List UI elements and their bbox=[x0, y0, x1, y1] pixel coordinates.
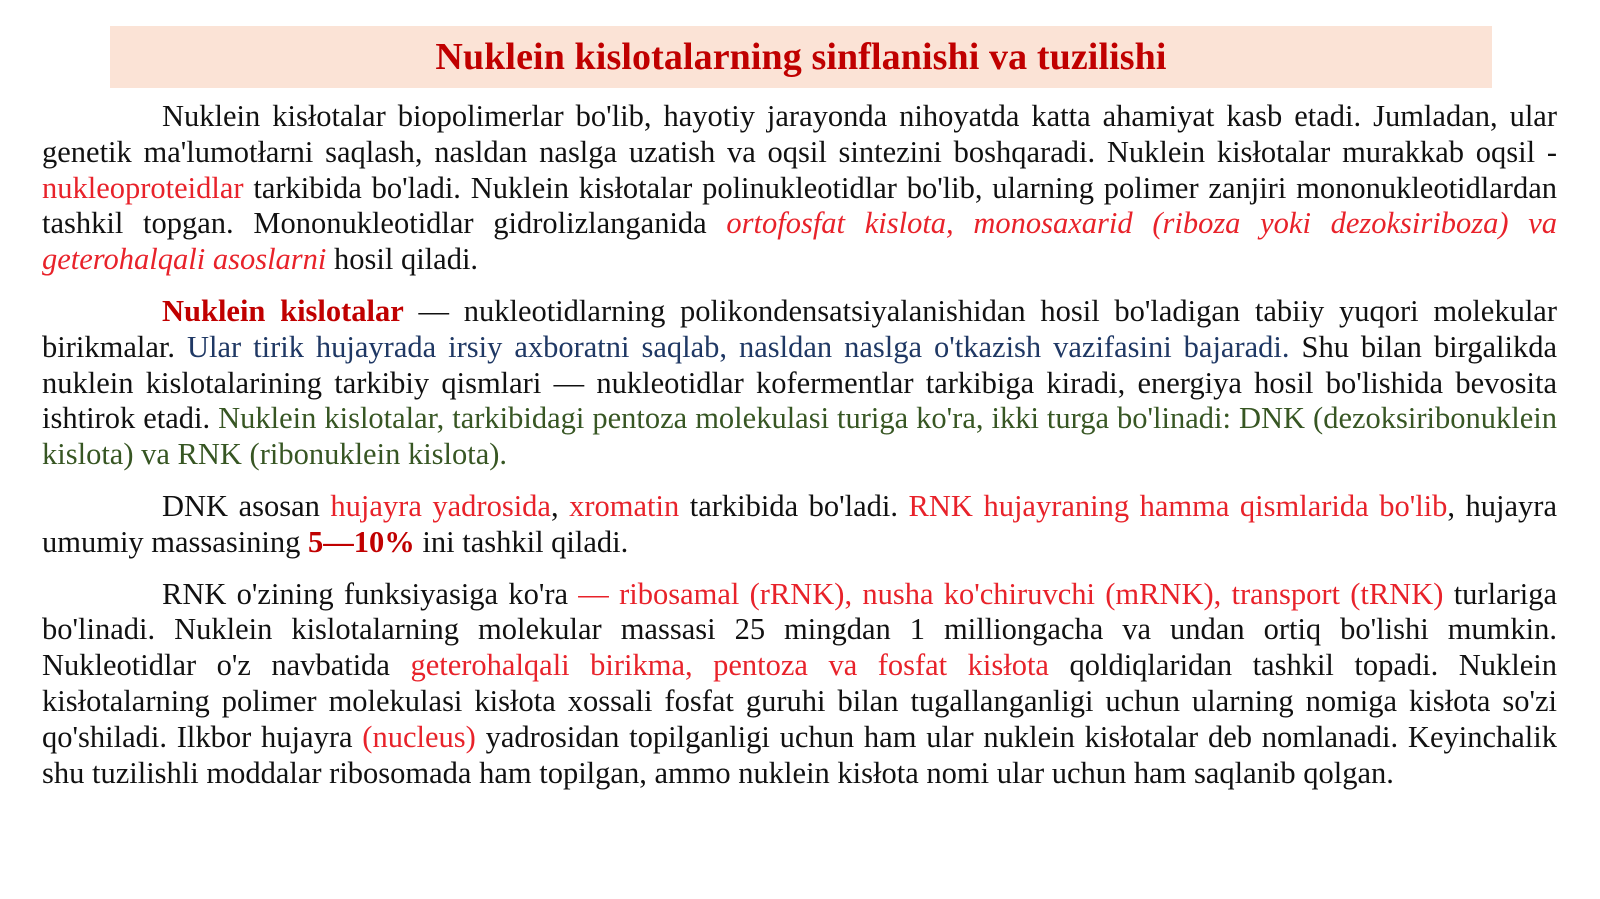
text-segment: hosil qiladi. bbox=[326, 242, 479, 277]
text-segment: yadrosidan topilganligi uchun ham ular nuklein kisłotalar deb nomlanadi. Keyinchalik shu tuzilishli moddalar ribosomada ham topilgan, ammo nuklein kisłota nomi ular uchun ham saqlanib qolgan. bbox=[42, 719, 1557, 790]
highlight-sentence: Ular tirik hujayrada irsiy axboratni saqlab, nasldan naslga o'tkazish vazifasini bajaradi. bbox=[186, 329, 1290, 364]
text-segment: — nukleotidlarning polikondensatsiyalanishidan hosil bo'ladigan tabiiy yuqori molekular birikmalar. bbox=[42, 293, 1557, 364]
slide-title: Nuklein kislotalarning sinflanishi va tuzilishi bbox=[435, 36, 1167, 78]
paragraph-4 bbox=[42, 577, 1557, 792]
text-segment: turlariga bo'linadi. Nuklein kislotalarning molekular massasi 25 mingdan 1 milliongacha va undan ortiq bo'lishi mumkin. Nukleotidlar o'z navbatida bbox=[42, 576, 1557, 683]
highlight-sentence: Nuklein kislotalar, tarkibidagi pentoza molekulasi turiga ko'ra, ikki turga bo'linadi: DNK (dezoksiribonuklein kislota) va RNK (ribonuklein kislota). bbox=[42, 401, 1557, 472]
text-segment: tarkibida bo'ladi. Nuklein kisłotalar polinukleotidlar bo'lib, ularning polimer zanjiri mononukleotidlardan tashkil topgan. Mononukleotidlar gidrolizlanganida bbox=[42, 170, 1557, 241]
text-segment: , bbox=[550, 488, 570, 523]
highlight-term: (nucleus) bbox=[362, 719, 476, 754]
paragraph-1 bbox=[42, 99, 1557, 278]
highlight-term: xromatin bbox=[569, 488, 680, 523]
text-segment: DNK asosan bbox=[162, 488, 331, 523]
text-segment: RNK o'zining funksiyasiga ko'ra bbox=[162, 576, 579, 611]
text-segment: Nuklein kisłotalar biopolimerlar bo'lib, hayotiy jarayonda nihoyatda katta ahamiyat kasb etadi. Jumladan, ular genetik ma'lumotłarni saqlash, nasldan naslga uzatish va oqsil sintezini boshqaradi. Nuklein kisłotalar murakkab oqsil - bbox=[42, 99, 1557, 169]
paragraph-2 bbox=[42, 294, 1557, 473]
title-banner bbox=[110, 26, 1492, 88]
highlight-term: ortofosfat kislota, monosaxarid (riboza yoki dezoksiriboza) va geterohalqali asoslarni bbox=[42, 206, 1557, 277]
highlight-term: Nuklein kislotalar bbox=[162, 293, 404, 328]
text-segment: , hujayra umumiy massasining bbox=[42, 488, 1557, 559]
text-segment: ini tashkil qiladi. bbox=[414, 524, 629, 559]
highlight-term: hujayra yadrosida bbox=[330, 488, 551, 523]
body-text bbox=[42, 99, 1557, 807]
highlight-term: RNK hujayraning hamma qismlarida bo'lib bbox=[908, 488, 1448, 523]
text-segment: qoldiqlaridan tashkil topadi. Nuklein kisłotalarning polimer molekulasi kisłota xossali fosfat guruhi bilan tugallanganligi uchun ularning nomiga kisłota so'zi qo'shiladi. Ilkbor hujayra bbox=[42, 648, 1558, 754]
highlight-term: nukleoproteidlar bbox=[42, 170, 244, 205]
highlight-term: — ribosamal (rRNK), nusha ko'chiruvchi (mRNK), transport (tRNK) bbox=[578, 576, 1444, 611]
text-segment: tarkibida bo'ladi. bbox=[679, 488, 909, 523]
highlight-term: geterohalqali birikma, pentoza va fosfat kisłota bbox=[410, 648, 1049, 683]
text-segment: Shu bilan birgalikda nuklein kislotalarining tarkibiy qismlari — nukleotidlar kofermentlar tarkibiga kiradi, energiya hosil bo'lishida bevosita ishtirok etadi. bbox=[42, 329, 1557, 436]
highlight-term: 5—10% bbox=[308, 524, 415, 559]
paragraph-3 bbox=[42, 489, 1557, 561]
